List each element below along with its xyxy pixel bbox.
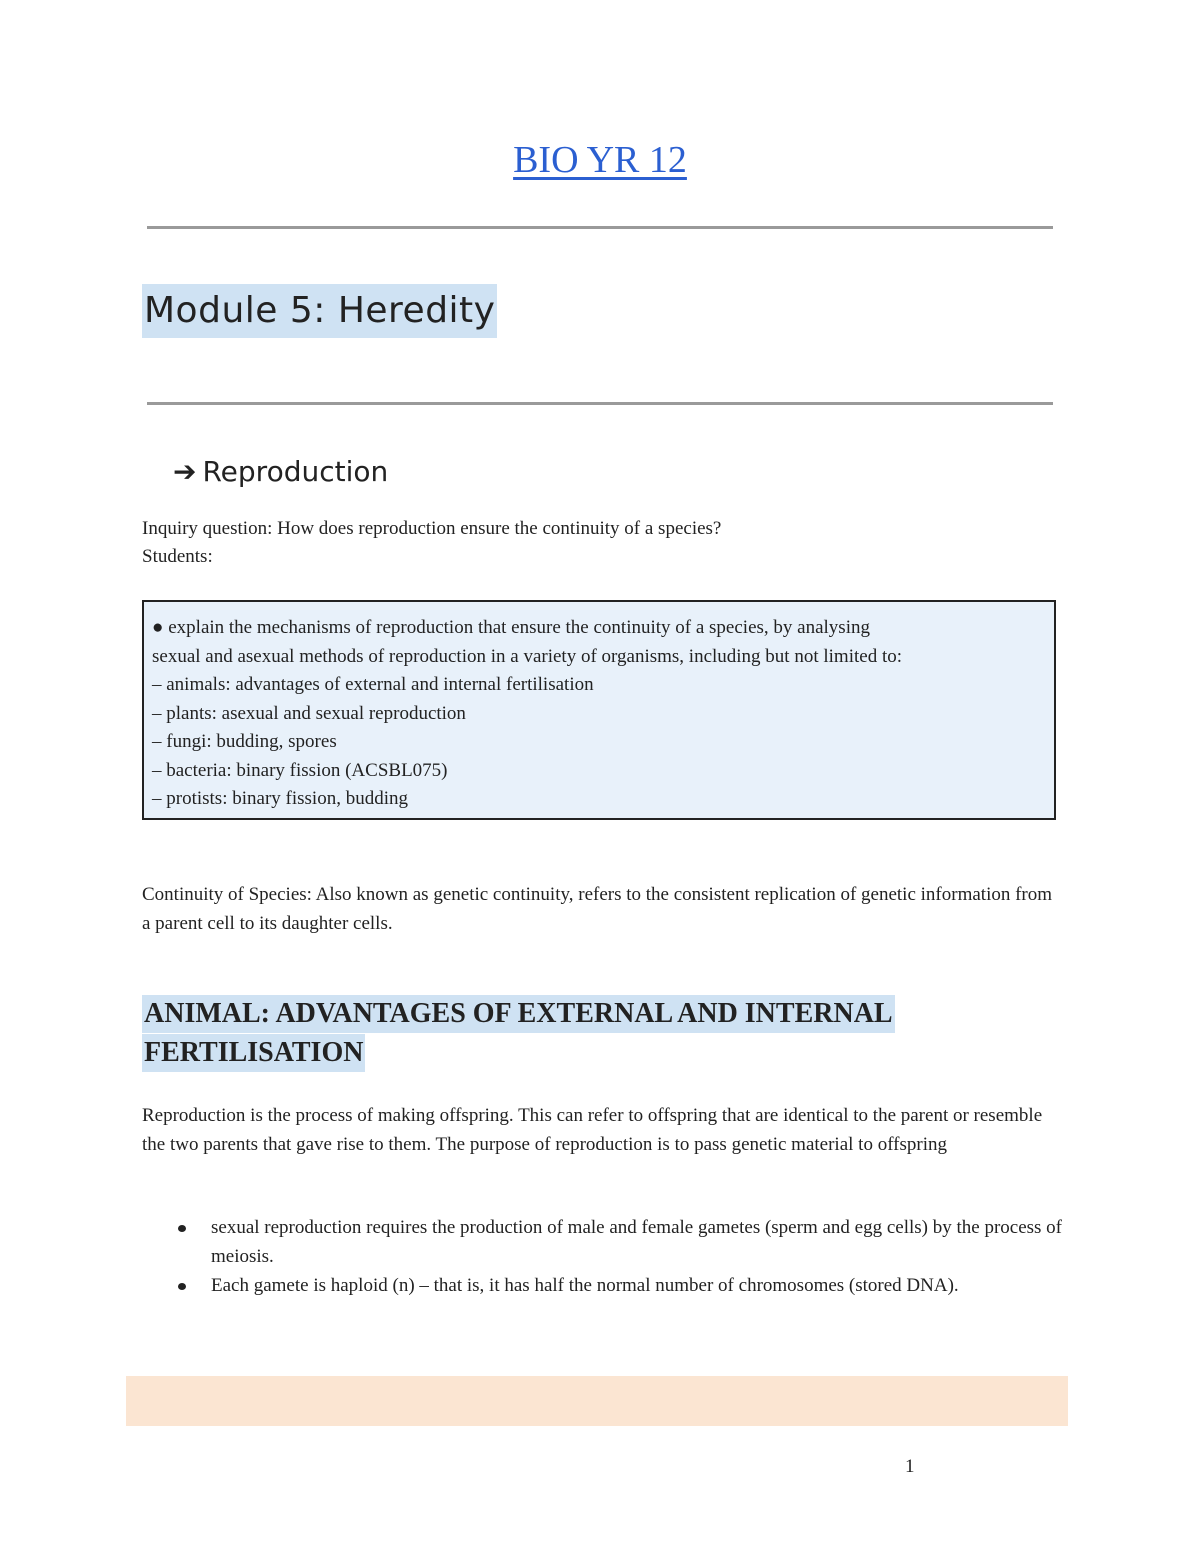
bullet-list [142,1213,1062,1300]
outcome-line: – bacteria: binary fission (ACSBL075) [152,759,448,781]
reproduction-paragraph: Reproduction is the process of making offspring. This can refer to offspring that are identical to the parent or resemble the two parents that gave rise to them. The purpose of reproduction is to pass genetic material to offspring [142,1105,1043,1155]
footer-band [126,1376,1068,1426]
horizontal-rule [147,226,1053,229]
syllabus-outcome-box [142,600,1056,820]
bullet-icon [178,1283,186,1290]
outcome-line: – fungi: budding, spores [152,731,337,752]
list-item-text: sexual reproduction requires the production of male and female gametes (sperm and egg cells) by the process of meiosis. [211,1217,1063,1267]
inquiry-question: Inquiry question: How does reproduction ensure the continuity of a species? [142,518,722,539]
horizontal-rule [147,402,1053,405]
outcome-line: ● explain the mechanisms of reproduction that ensure the continuity of a species, by analysing [152,617,870,638]
heading-animal-fertilisation: ANIMAL: ADVANTAGES OF EXTERNAL AND INTERNAL [142,995,895,1033]
page-number: 1 [905,1456,915,1477]
list-item-text: Each gamete is haploid (n) – that is, it has half the normal number of chromosomes (stored DNA). [211,1275,959,1296]
continuity-paragraph: Continuity of Species: Also known as genetic continuity, refers to the consistent replication of genetic information from a parent cell to its daughter cells. [142,884,1053,934]
outcome-line: – protists: binary fission, budding [152,788,408,809]
document-title-link[interactable]: BIO YR 12 [513,139,687,181]
section-heading [173,452,388,492]
list-item [142,1271,1062,1300]
heading-animal-fertilisation-cont: FERTILISATION [142,1034,365,1072]
module-heading: Module 5: Heredity [142,284,497,338]
outcome-line: – plants: asexual and sexual reproduction [152,702,466,724]
arrow-right-icon: ➔ [173,455,197,488]
section-heading-label: Reproduction [202,455,389,488]
bullet-icon [178,1225,186,1232]
list-item [142,1213,1062,1271]
outcome-line: – animals: advantages of external and internal fertilisation [152,674,594,695]
students-label: Students: [142,546,213,567]
outcome-line: sexual and asexual methods of reproduction in a variety of organisms, including but not limited to: [152,645,902,667]
